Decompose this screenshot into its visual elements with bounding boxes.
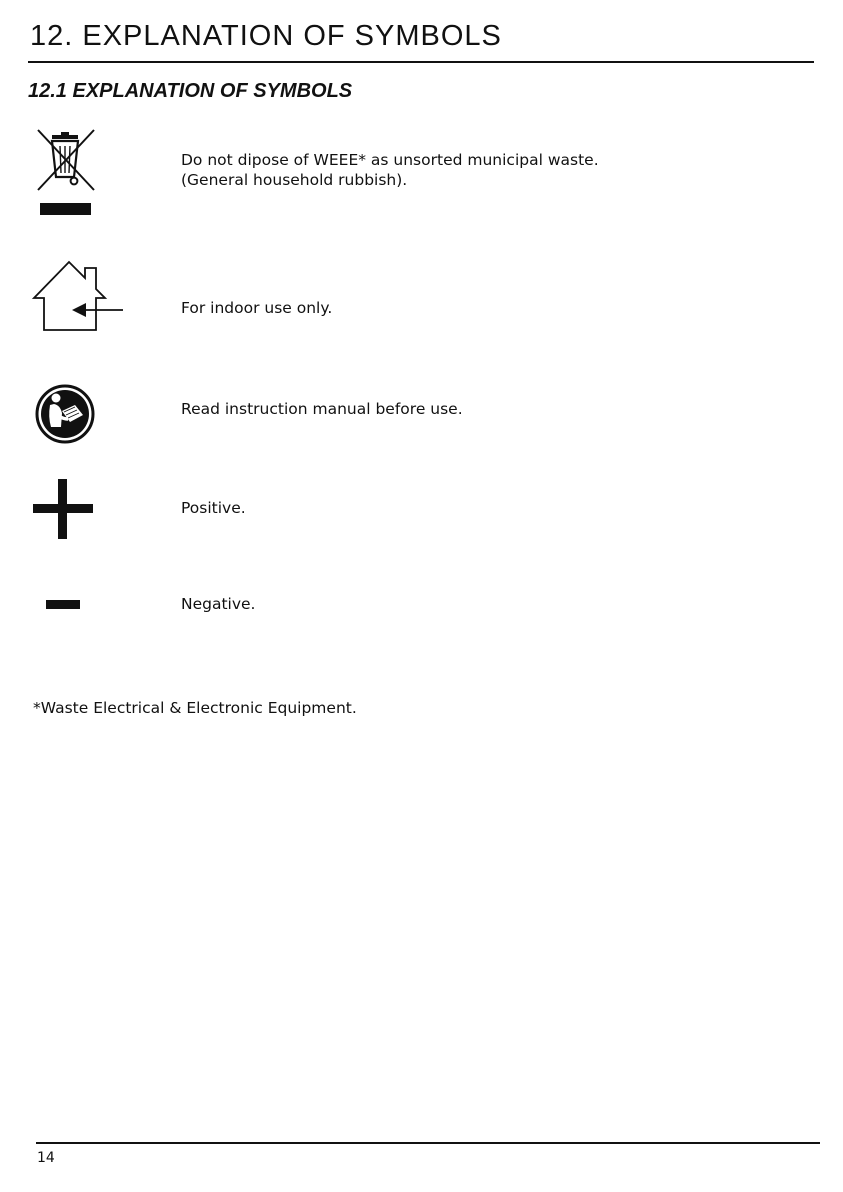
symbol-description [181, 298, 332, 318]
footer-divider [36, 1142, 820, 1144]
symbol-description [181, 498, 246, 518]
footnote: *Waste Electrical & Electronic Equipment. [33, 699, 357, 717]
symbol-description [181, 594, 256, 614]
section-heading: 12.1 EXPLANATION OF SYMBOLS [28, 80, 353, 102]
description-line: Positive. [181, 499, 246, 517]
symbol-description [181, 150, 599, 190]
minus-icon [46, 600, 80, 610]
plus-icon [33, 478, 93, 540]
indoor-use-house-icon [30, 258, 126, 334]
page-title: 12. EXPLANATION OF SYMBOLS [30, 20, 502, 52]
description-line: Read instruction manual before use. [181, 400, 463, 418]
crossed-out-wheelie-bin-icon [30, 126, 100, 218]
title-divider [28, 61, 814, 63]
description-line: Do not dipose of WEEE* as unsorted municipal waste. [181, 151, 599, 169]
description-line: Negative. [181, 595, 256, 613]
description-line: For indoor use only. [181, 299, 333, 317]
description-line: (General household rubbish). [181, 171, 408, 189]
symbol-description [181, 399, 463, 419]
page-number: 14 [37, 1150, 55, 1166]
read-manual-icon [34, 383, 96, 445]
